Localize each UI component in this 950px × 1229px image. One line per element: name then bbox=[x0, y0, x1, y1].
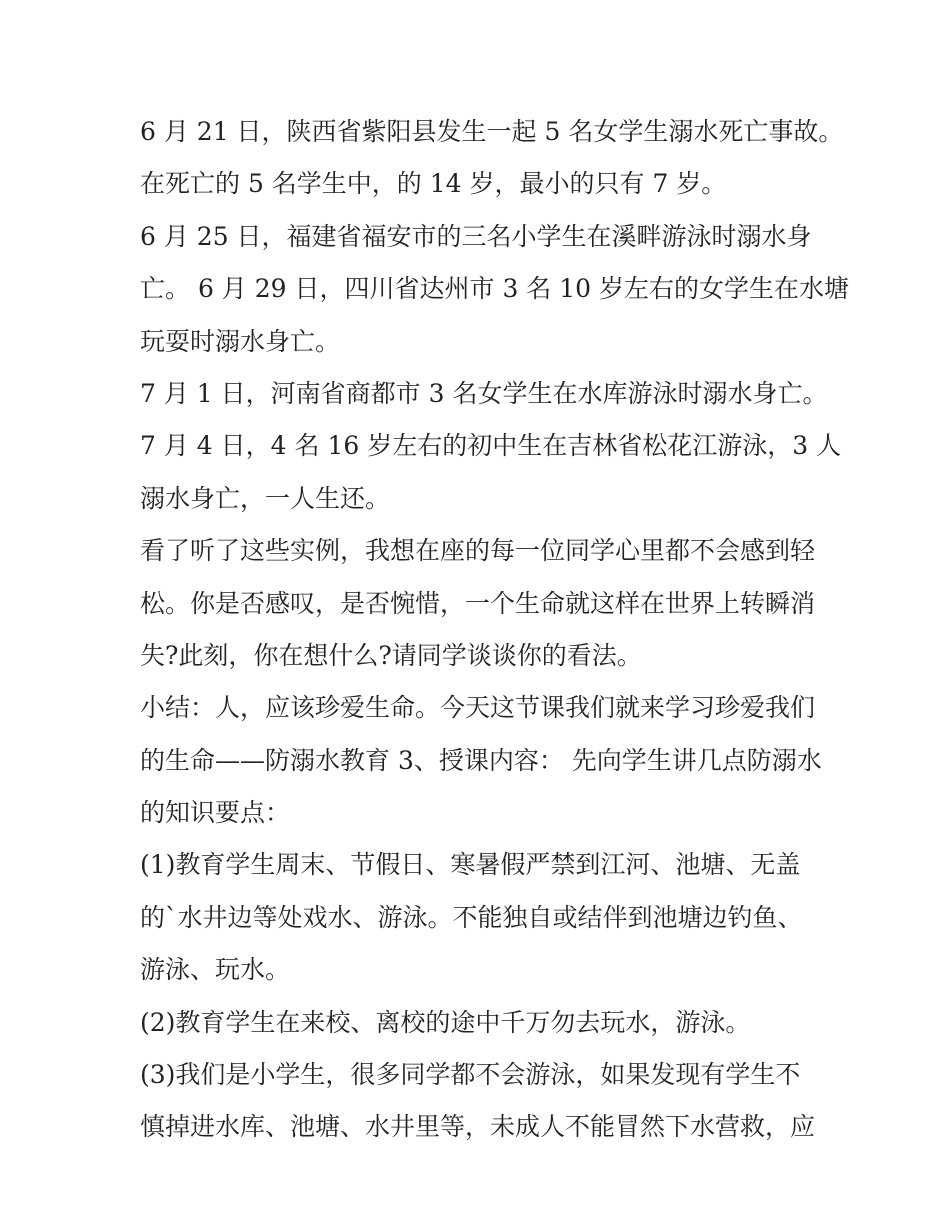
text-line: 小结：人，应该珍爱生命。今天这节课我们就来学习珍爱我们 bbox=[140, 693, 816, 723]
paragraph-point-3 bbox=[140, 1049, 820, 1154]
paragraph-ziyang-incident bbox=[140, 106, 844, 211]
text-line: 的生命——防溺水教育 3、授课内容： 先向学生讲几点防溺水 bbox=[140, 745, 822, 775]
document-body bbox=[140, 106, 850, 1154]
text-line: 7 月 1 日，河南省商都市 3 名女学生在水库游泳时溺水身亡。 bbox=[140, 378, 828, 408]
text-line: 玩耍时溺水身亡。 bbox=[140, 326, 341, 356]
text-line: 6 月 25 日，福建省福安市的三名小学生在溪畔游泳时溺水身 bbox=[140, 221, 812, 251]
text-line: 的知识要点： bbox=[140, 798, 291, 828]
text-line: (2)教育学生在来校、离校的途中千万勿去玩水，游泳。 bbox=[140, 1007, 751, 1037]
paragraph-shangdu-incident bbox=[140, 368, 828, 420]
paragraph-reflection-question bbox=[140, 525, 820, 682]
text-line: 的`水井边等处戏水、游泳。不能独自或结伴到池塘边钓鱼、 bbox=[140, 902, 803, 932]
text-line: 慎掉进水库、池塘、水井里等，未成人不能冒然下水营救，应 bbox=[140, 1112, 816, 1142]
text-line: (3)我们是小学生，很多同学都不会游泳，如果发现有学生不 bbox=[140, 1060, 801, 1090]
paragraph-fuan-dazhou-incidents bbox=[140, 211, 850, 368]
text-line: 7 月 4 日，4 名 16 岁左右的初中生在吉林省松花江游泳，3 人 bbox=[140, 431, 842, 461]
paragraph-songhuajiang-incident bbox=[140, 420, 842, 525]
paragraph-point-2 bbox=[140, 997, 820, 1049]
text-line: 游泳、玩水。 bbox=[140, 955, 291, 985]
paragraph-summary bbox=[140, 682, 820, 839]
text-line: 看了听了这些实例，我想在座的每一位同学心里都不会感到轻 bbox=[140, 536, 816, 566]
text-line: 失?此刻，你在想什么?请同学谈谈你的看法。 bbox=[140, 640, 642, 670]
text-line: 6 月 21 日，陕西省紫阳县发生一起 5 名女学生溺水死亡事故。 bbox=[140, 117, 844, 146]
text-line: 溺水身亡，一人生还。 bbox=[140, 483, 391, 513]
text-line: 在死亡的 5 名学生中，的 14 岁，最小的只有 7 岁。 bbox=[140, 169, 727, 199]
paragraph-point-1 bbox=[140, 839, 820, 996]
text-line: 松。你是否感叹，是否惋惜，一个生命就这样在世界上转瞬消 bbox=[140, 588, 816, 618]
text-line: 亡。 6 月 29 日，四川省达州市 3 名 10 岁左右的女学生在水塘 bbox=[140, 274, 850, 304]
text-line: (1)教育学生周末、节假日、寒暑假严禁到江河、池塘、无盖 bbox=[140, 850, 801, 880]
